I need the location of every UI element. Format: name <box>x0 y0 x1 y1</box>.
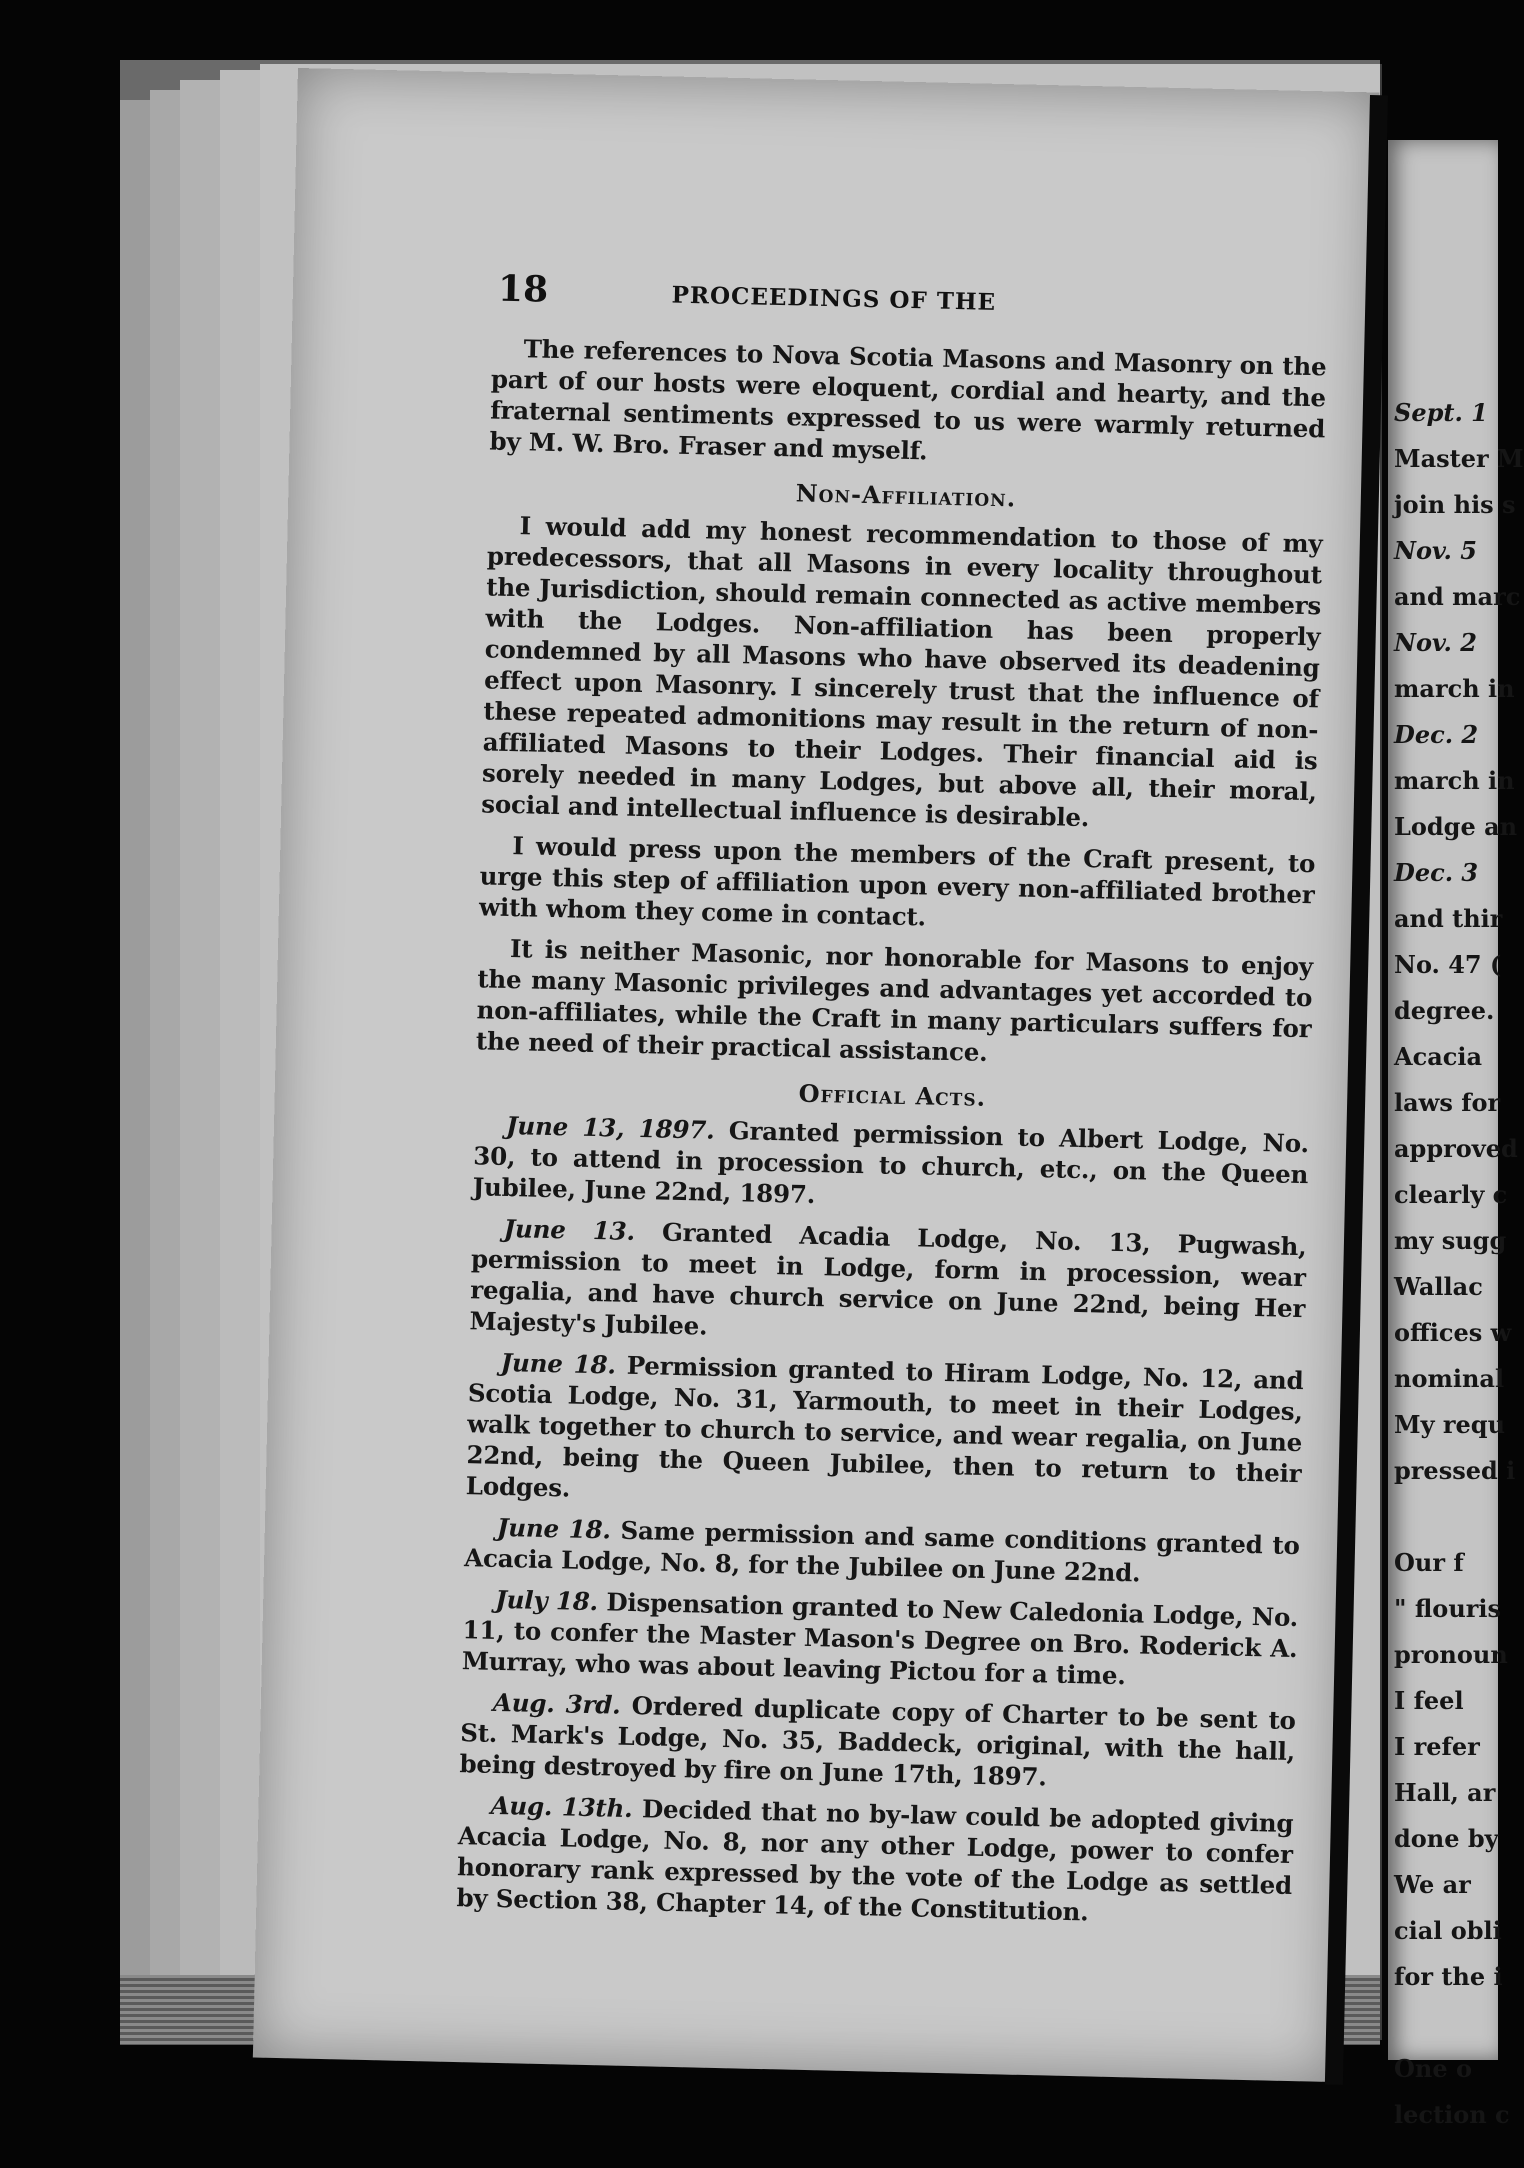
page-body <box>456 332 1327 1942</box>
act-text: Permission granted to Hiram Lodge, No. 12, and Scotia Lodge, No. 31, Yarmouth, to meet in their Lodges, walk together to church to service, and wear regalia, on June 22nd, being the Queen Jubilee, then to return to their Lodges. <box>465 1350 1304 1503</box>
right-page-line: laws for <box>1394 1088 1501 1117</box>
right-page-line: nominal <box>1394 1364 1505 1393</box>
right-page-line: Our f <box>1394 1548 1464 1577</box>
section-heading-non-affiliation: Non-Affiliation. <box>795 478 1017 513</box>
right-page-line: degree. <box>1394 996 1495 1025</box>
act-date: Aug. 13th. <box>490 1790 633 1824</box>
act-date: Aug. 3rd. <box>492 1687 621 1720</box>
right-page-line: march in <box>1394 674 1515 703</box>
right-page-line: cial obli <box>1394 1916 1502 1945</box>
right-page-line: Nov. 5 <box>1394 536 1477 565</box>
right-page-fragment <box>1388 140 1524 2129</box>
official-act-entry <box>464 1511 1300 1592</box>
right-page-line: No. 47 ( <box>1394 950 1502 979</box>
act-date: June 13, 1897. <box>505 1110 715 1145</box>
right-page-line <box>1388 2000 1498 2046</box>
right-page-line: done by <box>1394 1824 1499 1853</box>
act-text: Same permission and same conditions granted to Acacia Lodge, No. 8, for the Jubilee on June 22nd. <box>463 1515 1301 1588</box>
right-page-line: my sugg <box>1394 1226 1507 1255</box>
right-page-line: " flouris <box>1394 1594 1502 1623</box>
right-page-line: march in <box>1394 766 1515 795</box>
act-date: June 13. <box>503 1213 636 1246</box>
right-page-line: lection c <box>1394 2100 1510 2129</box>
right-page-line: pronoun <box>1394 1640 1508 1669</box>
body-paragraph: I would add my honest recommendation to those of my predecessors, that all Masons in every locality throughout the Jurisdiction, should remain connected as active members with the Lodges. Non-affiliation has been properly condemned by all Masons who have observed its deadening effect upon Masonry. I sincerely trust that the influence of these repeated admonitions may result in the return of non-affiliated Masons to their Lodges. Their financial aid is sorely needed in many Lodges, but above all, their moral, social and intellectual influence is desirable. <box>481 511 1323 833</box>
official-act-entry <box>469 1212 1307 1355</box>
page-number: 18 <box>497 267 549 311</box>
right-page-line: and marc <box>1394 582 1521 611</box>
act-date: June 18. <box>496 1512 612 1545</box>
official-act-entry <box>462 1583 1299 1695</box>
official-act-entry <box>466 1346 1304 1520</box>
right-page-line: join his s <box>1394 490 1516 519</box>
running-head: PROCEEDINGS OF THE <box>671 281 997 316</box>
official-act-entry <box>456 1789 1294 1932</box>
right-page-line: Master M <box>1394 444 1524 473</box>
right-page-line <box>1388 1494 1498 1540</box>
official-act-entry <box>472 1109 1309 1221</box>
section-heading-official-acts: Official Acts. <box>798 1078 987 1112</box>
act-text: Granted permission to Albert Lodge, No. 30, to attend in procession to church, etc., on the Queen Jubilee, June 22nd, 1897. <box>472 1116 1310 1210</box>
left-page <box>253 68 1380 2082</box>
right-page-line: I refer <box>1394 1732 1480 1761</box>
right-page-line: One o <box>1394 2054 1472 2083</box>
right-page-line: Lodge an <box>1394 812 1518 841</box>
right-page-line: Nov. 2 <box>1394 628 1477 657</box>
body-paragraph: I would press upon the members of the Craft present, to urge this step of affiliation upon every non-affiliated brother with whom they come in contact. <box>478 831 1316 932</box>
right-page-line: I feel <box>1394 1686 1464 1715</box>
right-page-line: approved <box>1394 1134 1518 1163</box>
right-page-line: Wallac <box>1394 1272 1483 1301</box>
right-page-line: Dec. 2 <box>1394 720 1479 749</box>
right-page-line: Sept. 1 <box>1394 398 1488 427</box>
act-date: June 18. <box>500 1347 617 1380</box>
right-page-line: Hall, ar <box>1394 1778 1496 1807</box>
right-page-line: Acacia <box>1394 1042 1483 1071</box>
act-text: Dispensation granted to New Caledonia Lodge, No. 11, to confer the Master Mason's Degree on Bro. Roderick A. Murray, who was about leaving Pictou for a time. <box>461 1587 1299 1691</box>
right-page-line: My requ <box>1394 1410 1506 1439</box>
right-page-line: and thir <box>1394 904 1503 933</box>
right-page-line: We ar <box>1394 1870 1471 1899</box>
right-page-line: pressed i <box>1394 1456 1516 1485</box>
right-page-line: offices w <box>1394 1318 1512 1347</box>
right-page-line: clearly c <box>1394 1180 1508 1209</box>
right-page-text <box>1388 390 1524 2138</box>
right-page-line: Dec. 3 <box>1394 858 1479 887</box>
act-text: Granted Acadia Lodge, No. 13, Pugwash, permission to meet in Lodge, form in procession, wear regalia, and have church service on June 22nd, being Her Majesty's Jubilee. <box>469 1217 1307 1341</box>
body-paragraph: It is neither Masonic, nor honorable for Masons to enjoy the many Masonic privileges and advantages yet accorded to non-affiliates, while the Craft in many particulars suffers for the need of their practical assistance. <box>475 934 1314 1067</box>
act-date: July 18. <box>494 1584 599 1617</box>
act-text: Ordered duplicate copy of Charter to be sent to St. Mark's Lodge, No. 35, Baddeck, original, with the hall, being destroyed by fire on June 17th, 1897. <box>459 1690 1297 1792</box>
act-text: Decided that no by-law could be adopted giving Acacia Lodge, No. 8, nor any other Lodge, power to confer honorary rank expressed by the vote of the Lodge as settled by Section 38, Chapter 14, of the Constitution. <box>456 1794 1294 1927</box>
right-page-line: for the i <box>1394 1962 1503 1991</box>
intro-paragraph: The references to Nova Scotia Masons and Masonry on the part of our hosts were eloquent, cordial and hearty, and the fraternal sentiments expressed to us were warmly returned by M. W. Bro. Fraser and myself. <box>489 334 1327 466</box>
official-act-entry <box>459 1686 1296 1798</box>
